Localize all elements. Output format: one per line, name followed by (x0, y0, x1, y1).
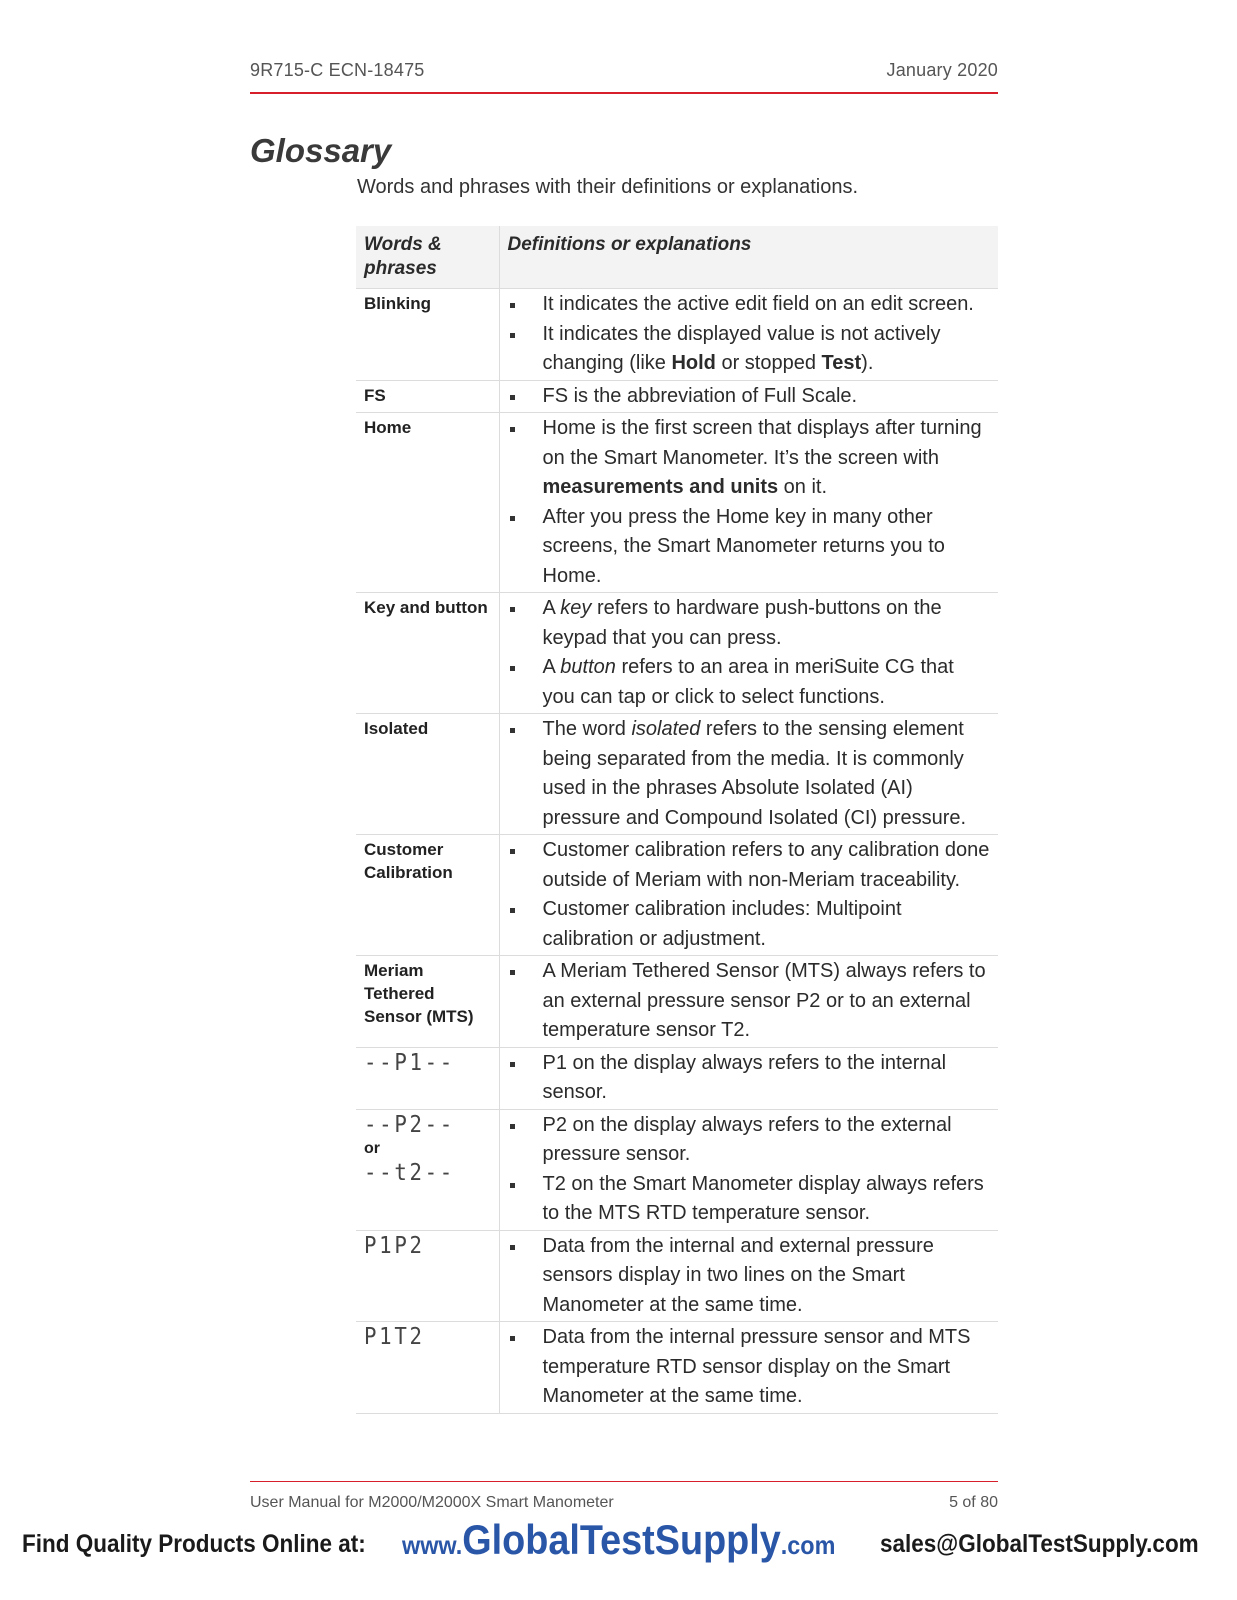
table-row (356, 593, 998, 714)
term-cell (356, 956, 499, 1048)
definition-text: A (542, 597, 561, 619)
definition-item (508, 1049, 991, 1108)
definition-cell (499, 1230, 998, 1322)
definition-text: ). (861, 352, 874, 374)
page-number: 5 of 80 (949, 1494, 998, 1511)
header-rule (250, 92, 998, 94)
definition-text: refers to an area in meriSuite CG that you can tap or click to select functions. (542, 656, 954, 708)
italic-text: key (560, 597, 592, 619)
definition-item (508, 594, 991, 653)
table-row (356, 1047, 998, 1109)
term-label: Key and button (364, 598, 488, 617)
definition-item (508, 320, 991, 379)
definition-cell (499, 835, 998, 956)
sales-email-link[interactable]: sales@GlobalTestSupply.com (880, 1530, 1199, 1558)
page-title: Glossary (250, 132, 392, 169)
lcd-display-code: P1T2 (364, 1324, 425, 1350)
definition-item (508, 836, 991, 895)
definition-cell (499, 289, 998, 381)
definition-text: P1 on the display always refers to the internal sensor. (542, 1051, 947, 1103)
definition-text: FS is the abbreviation of Full Scale. (542, 384, 858, 407)
term-cell (356, 1109, 499, 1230)
page-footer (250, 1494, 998, 1512)
definition-text: P2 on the display always refers to the external pressure sensor. (542, 1113, 952, 1165)
definition-cell (499, 1109, 998, 1230)
definition-cell (499, 380, 998, 413)
table-row (356, 1230, 998, 1322)
definition-text: refers to hardware push-buttons on the keypad that you can press. (542, 597, 942, 649)
promo-banner (0, 1516, 1237, 1572)
lcd-display-code: --t2-- (364, 1159, 455, 1186)
definition-item (508, 382, 991, 412)
definition-text: T2 on the Smart Manometer display always refers to the MTS RTD temperature sensor. (542, 1172, 984, 1224)
footer-rule (250, 1481, 998, 1482)
definition-item (508, 1323, 991, 1412)
definition-cell (499, 1047, 998, 1109)
definition-text: It indicates the active edit field on an edit screen. (542, 293, 974, 315)
bold-text: Test (821, 352, 862, 374)
definition-text: It indicates the displayed value is not actively changing (like (542, 322, 941, 374)
term-label: Isolated (364, 719, 429, 738)
term-label: Meriam Tethered Sensor (MTS) (364, 961, 474, 1026)
definition-text: A Meriam Tethered Sensor (MTS) always refers to an external pressure sensor P2 or to an external temperature sensor T2. (542, 960, 986, 1041)
definition-text: Customer calibration includes: Multipoint calibration or adjustment. (542, 898, 902, 950)
definition-list (508, 382, 991, 412)
definition-item (508, 1111, 991, 1170)
definition-text: The word (542, 718, 632, 740)
term-cell (356, 714, 499, 835)
italic-text: button (560, 656, 616, 678)
table-row (356, 1109, 998, 1230)
lcd-display-code: --P1-- (364, 1049, 455, 1076)
definition-cell (499, 714, 998, 835)
term-cell (356, 380, 499, 413)
page-header (250, 60, 998, 81)
term-label: FS (364, 385, 386, 405)
definition-cell (499, 956, 998, 1048)
definition-text: on it. (778, 476, 828, 498)
definition-item (508, 414, 991, 503)
definition-text: Data from the internal pressure sensor and MTS temperature RTD sensor display on the Smart Manometer at the same time. (542, 1326, 971, 1407)
promo-text: Find Quality Products Online at: (22, 1530, 366, 1558)
document-id: 9R715-C ECN-18475 (250, 60, 425, 80)
definition-text: Data from the internal and external pressure sensors display in two lines on the Smart Manometer at the same time. (542, 1234, 934, 1316)
definition-text: Customer calibration refers to any calibration done outside of Meriam with non-Meriam traceability. (542, 839, 990, 891)
website-suffix: .com (780, 1530, 836, 1560)
table-row (356, 1322, 998, 1414)
definition-item (508, 290, 991, 320)
definition-list (508, 414, 991, 591)
definition-list (508, 1232, 991, 1321)
bold-text: Hold (671, 352, 716, 374)
glossary-table (356, 226, 998, 1414)
definition-item (508, 715, 991, 833)
lcd-display-code: P1P2 (364, 1232, 425, 1259)
definition-cell (499, 413, 998, 593)
term-cell (356, 1047, 499, 1109)
table-row (356, 714, 998, 835)
website-prefix: www. (402, 1530, 463, 1560)
manual-title: User Manual for M2000/M2000X Smart Manometer (250, 1494, 614, 1511)
website-link[interactable] (402, 1516, 835, 1564)
intro-text: Words and phrases with their definitions or explanations. (357, 176, 859, 198)
table-row (356, 413, 998, 593)
definition-text: Home is the first screen that displays after turning on the Smart Manometer. It’s the screen with (542, 417, 982, 469)
document-date: January 2020 (886, 60, 998, 80)
definition-item (508, 957, 991, 1046)
definition-cell (499, 1322, 998, 1414)
website-brand: GlobalTestSupply (462, 1516, 781, 1563)
definition-item (508, 1170, 991, 1229)
italic-text: isolated (631, 718, 701, 740)
definition-cell (499, 593, 998, 714)
definition-text: or stopped (715, 352, 822, 374)
definition-item (508, 1232, 991, 1321)
definition-list (508, 1049, 991, 1108)
column-header-definitions: Definitions or explanations (499, 226, 998, 289)
bold-text: measurements and units (542, 476, 779, 498)
definition-list (508, 1111, 991, 1229)
glossary-body (356, 289, 998, 1414)
table-row (356, 380, 998, 413)
term-label: Home (364, 418, 412, 437)
term-label: Customer Calibration (364, 840, 453, 882)
term-cell (356, 1322, 499, 1414)
term-cell (356, 413, 499, 593)
definition-list (508, 957, 991, 1046)
definition-text: refers to the sensing element being separated from the media. It is commonly used in the phrases Absolute Isolated (AI) pressure and Compound Isolated (CI) pressure. (542, 718, 967, 829)
definition-item (508, 895, 991, 954)
term-cell (356, 593, 499, 714)
lcd-display-code: --P2-- (364, 1111, 455, 1138)
definition-list (508, 715, 991, 833)
definition-list (508, 836, 991, 954)
or-label: or (364, 1139, 380, 1157)
table-row (356, 956, 998, 1048)
table-header-row (356, 226, 998, 289)
definition-text: A (542, 656, 561, 678)
table-row (356, 289, 998, 381)
definition-item (508, 653, 991, 712)
term-cell (356, 835, 499, 956)
table-row (356, 835, 998, 956)
definition-list (508, 594, 991, 712)
definition-list (508, 1323, 991, 1412)
column-header-terms: Words & phrases (356, 226, 499, 289)
definition-item (508, 503, 991, 592)
term-cell (356, 289, 499, 381)
term-label: Blinking (364, 294, 432, 313)
term-cell (356, 1230, 499, 1322)
definition-text: After you press the Home key in many other screens, the Smart Manometer returns you to Home. (542, 505, 945, 587)
definition-list (508, 290, 991, 379)
